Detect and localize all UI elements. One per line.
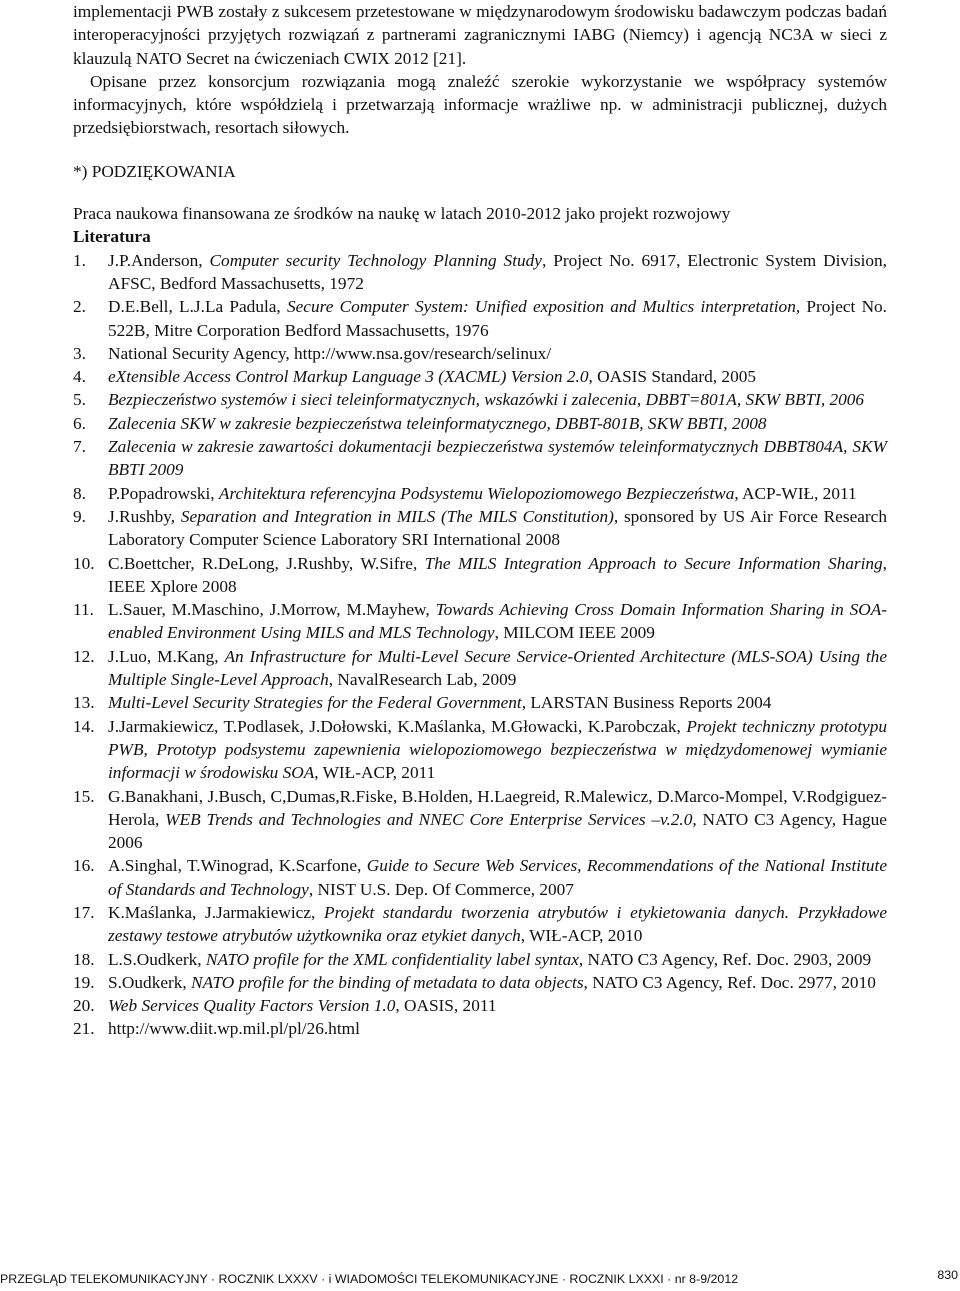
reference-text: , NavalResearch Lab, 2009	[328, 670, 517, 690]
reference-text: , OASIS Standard, 2005	[588, 367, 756, 387]
reference-number: 5.	[73, 390, 86, 410]
reference-text: Project No. 522B, Mitre Corporation Bedford Massachusetts, 1976	[108, 297, 888, 340]
reference-title: An Infrastructure for Multi-Level Secure Service-Oriented Architecture (MLS-SOA) Using the Multiple Single-Level Approach	[108, 646, 887, 690]
reference-text: , WIŁ-ACP, 2010	[520, 926, 643, 946]
reference-text: P.Popadrowski,	[108, 483, 219, 503]
reference-text: L.S.Oudkerk,	[108, 949, 206, 969]
reference-item	[73, 342, 887, 365]
reference-text: , LARSTAN Business Reports 2004	[521, 693, 772, 713]
reference-text: J.Luo, M.Kang,	[108, 646, 225, 666]
reference-text: J.Rushby,	[108, 506, 181, 526]
reference-number: 11.	[73, 600, 94, 620]
journal-name: PRZEGLĄD TELEKOMUNIKACYJNY · ROCZNIK LXXXV · i WIADOMOŚCI TELEKOMUNIKACYJNE · ROCZNIK LXXXI · nr 8-9/2012	[0, 1272, 739, 1286]
reference-number: 21.	[73, 1019, 95, 1039]
reference-text: J.P.Anderson,	[108, 250, 210, 270]
paragraph-intro-2-text: Opisane przez konsorcjum rozwiązania mogą znaleźć szerokie wykorzystanie we współpracy systemów informacyjnych, które współdzielą i przetwarzają informacje wrażliwe np. w administracji publicznej, dużych przedsiębiorstwach, resortach siłowych.	[73, 71, 887, 138]
reference-title: Guide to Secure Web Services, Recommendations of the National Institute of Standards and Technology	[108, 856, 888, 899]
reference-item	[73, 785, 887, 855]
paragraph-intro-1: implementacji PWB zostały z sukcesem przetestowane w międzynarodowym środowisku badawczym podczas badań interoperacyjności przyjętych rozwiązań z partnerami zagranicznymi IABG (Niemcy) i agencją NC3A w sieci z klauzulą NATO Secret na ćwiczeniach CWIX 2012 [21].	[73, 2, 887, 68]
reference-item	[73, 715, 887, 785]
reference-item	[73, 388, 887, 411]
reference-text: , sponsored by US Air Force Research Laboratory Computer Science Laboratory SRI International 2008	[108, 506, 887, 550]
reference-title: Secure Computer System: Unified exposition and Multics interpretation,	[287, 297, 801, 317]
reference-title: The MILS Integration Approach to Secure Information Sharing	[424, 553, 883, 573]
reference-title: Zalecenia SKW w zakresie bezpieczeństwa teleinformatycznego, DBBT-801B, SKW BBTI, 2008	[108, 413, 767, 433]
reference-title: Projekt techniczny prototypu PWB, Prototyp podsystemu zapewnienia wielopoziomowego bezpieczeństwa w międzydomenowej wymianie informacji w środowisku SOA	[108, 716, 887, 783]
reference-title: Web Services Quality Factors Version 1.0	[108, 996, 396, 1016]
reference-item	[73, 854, 887, 901]
page-number: 830	[937, 1268, 958, 1282]
reference-title: NATO profile for the XML confidentiality label syntax	[205, 949, 579, 969]
acknowledgements-heading: *) PODZIĘKOWANIA	[73, 161, 236, 181]
reference-number: 1.	[73, 250, 86, 270]
reference-title: Separation and Integration in MILS (The MILS Constitution)	[180, 506, 614, 526]
reference-text: , NATO C3 Agency, Ref. Doc. 2903, 2009	[578, 949, 872, 969]
reference-text: , OASIS, 2011	[395, 996, 497, 1016]
reference-item	[73, 645, 887, 692]
reference-text: J.Jarmakiewicz, T.Podlasek, J.Dołowski, K.Maślanka, M.Głowacki, K.Parobczak,	[108, 716, 687, 736]
reference-item	[73, 994, 887, 1017]
reference-number: 14.	[73, 716, 95, 736]
reference-title: Computer security Technology Planning Study	[209, 250, 542, 270]
reference-title: Bezpieczeństwo systemów i sieci teleinformatycznych, wskazówki i zalecenia, DBBT=801A, SKW BBTI, 2006	[108, 390, 865, 410]
reference-number: 6.	[73, 413, 86, 433]
reference-number: 19.	[73, 972, 95, 992]
reference-text: G.Banakhani, J.Busch, C,Dumas,R.Fiske, B.Holden, H.Laegreid, R.Malewicz, D.Marco-Mompel, V.Rodgiguez-Herola,	[108, 786, 887, 829]
reference-text: A.Singhal, T.Winograd, K.Scarfone,	[108, 856, 367, 876]
reference-text: National Security Agency, http://www.nsa.gov/research/selinux/	[108, 343, 552, 363]
reference-item	[73, 691, 887, 714]
reference-item	[73, 482, 887, 505]
reference-number: 12.	[73, 646, 95, 666]
reference-title: WEB Trends and Technologies and NNEC Core Enterprise Services –v.2.0	[165, 809, 693, 829]
reference-item	[73, 365, 887, 388]
reference-number: 7.	[73, 437, 86, 457]
reference-text: L.Sauer, M.Maschino, J.Morrow, M.Mayhew,	[108, 600, 436, 620]
reference-item	[73, 1017, 887, 1040]
reference-number: 2.	[73, 297, 86, 317]
reference-number: 15.	[73, 786, 95, 806]
reference-text: ACP-WIŁ, 2011	[738, 483, 857, 503]
references-heading: Literatura	[73, 227, 151, 247]
reference-title: Zalecenia w zakresie zawartości dokumentacji bezpieczeństwa systemów teleinformatycznych DBBT804A, SKW BBTI 2009	[108, 437, 887, 480]
reference-title: Towards Achieving Cross Domain Information Sharing in SOA-enabled Environment Using MILS and MLS Technology	[108, 600, 888, 643]
reference-number: 9.	[73, 506, 86, 526]
reference-number: 8.	[73, 483, 86, 503]
reference-item	[73, 971, 887, 994]
reference-item	[73, 249, 887, 296]
reference-number: 16.	[73, 856, 95, 876]
reference-text: , WIŁ-ACP, 2011	[314, 763, 436, 783]
body-text	[73, 0, 887, 1041]
reference-text: S.Oudkerk,	[108, 972, 192, 992]
reference-number: 4.	[73, 367, 86, 387]
reference-item	[73, 295, 887, 342]
reference-number: 18.	[73, 949, 95, 969]
reference-text: D.E.Bell, L.J.La Padula,	[108, 297, 287, 317]
reference-text: , NIST U.S. Dep. Of Commerce, 2007	[308, 879, 574, 899]
reference-text: C.Boettcher, R.DeLong, J.Rushby, W.Sifre,	[108, 553, 425, 573]
reference-title: eXtensible Access Control Markup Language 3 (XACML) Version 2.0	[108, 367, 589, 387]
reference-item	[73, 435, 887, 482]
reference-text: K.Maślanka, J.Jarmakiewicz,	[108, 902, 325, 922]
reference-number: 3.	[73, 343, 86, 363]
reference-text: , NATO C3 Agency, Ref. Doc. 2977, 2010	[583, 972, 876, 992]
reference-title: NATO profile for the binding of metadata to data objects	[191, 972, 584, 992]
reference-title: Projekt standardu tworzenia atrybutów i etykietowania danych. Przykładowe zestawy testowe atrybutów użytkownika oraz etykiet danych	[108, 902, 887, 946]
reference-item	[73, 412, 887, 435]
reference-text: , IEEE Xplore 2008	[108, 553, 887, 596]
references-list	[73, 249, 887, 1041]
reference-item	[73, 901, 887, 948]
acknowledgements-text: Praca naukowa finansowana ze środków na naukę w latach 2010-2012 jako projekt rozwojowy	[73, 204, 731, 224]
reference-item	[73, 948, 887, 971]
reference-text: , NATO C3 Agency, Hague 2006	[108, 809, 887, 853]
page-footer	[0, 1268, 960, 1288]
reference-number: 13.	[73, 693, 95, 713]
reference-title: Multi-Level Security Strategies for the Federal Government	[108, 693, 522, 713]
paragraph-intro-2	[73, 70, 887, 140]
reference-number: 17.	[73, 902, 95, 922]
reference-number: 10.	[73, 553, 95, 573]
reference-item	[73, 598, 887, 645]
reference-title: Architektura referencyjna Podsystemu Wielopoziomowego Bezpieczeństwa,	[218, 483, 739, 503]
reference-item	[73, 552, 887, 599]
reference-number: 20.	[73, 996, 95, 1016]
reference-text: http://www.diit.wp.mil.pl/pl/26.html	[108, 1019, 360, 1039]
reference-text: , MILCOM IEEE 2009	[494, 623, 655, 643]
reference-text: , Project No. 6917, Electronic System Division, AFSC, Bedford Massachusetts, 1972	[108, 250, 887, 293]
reference-item	[73, 505, 887, 552]
